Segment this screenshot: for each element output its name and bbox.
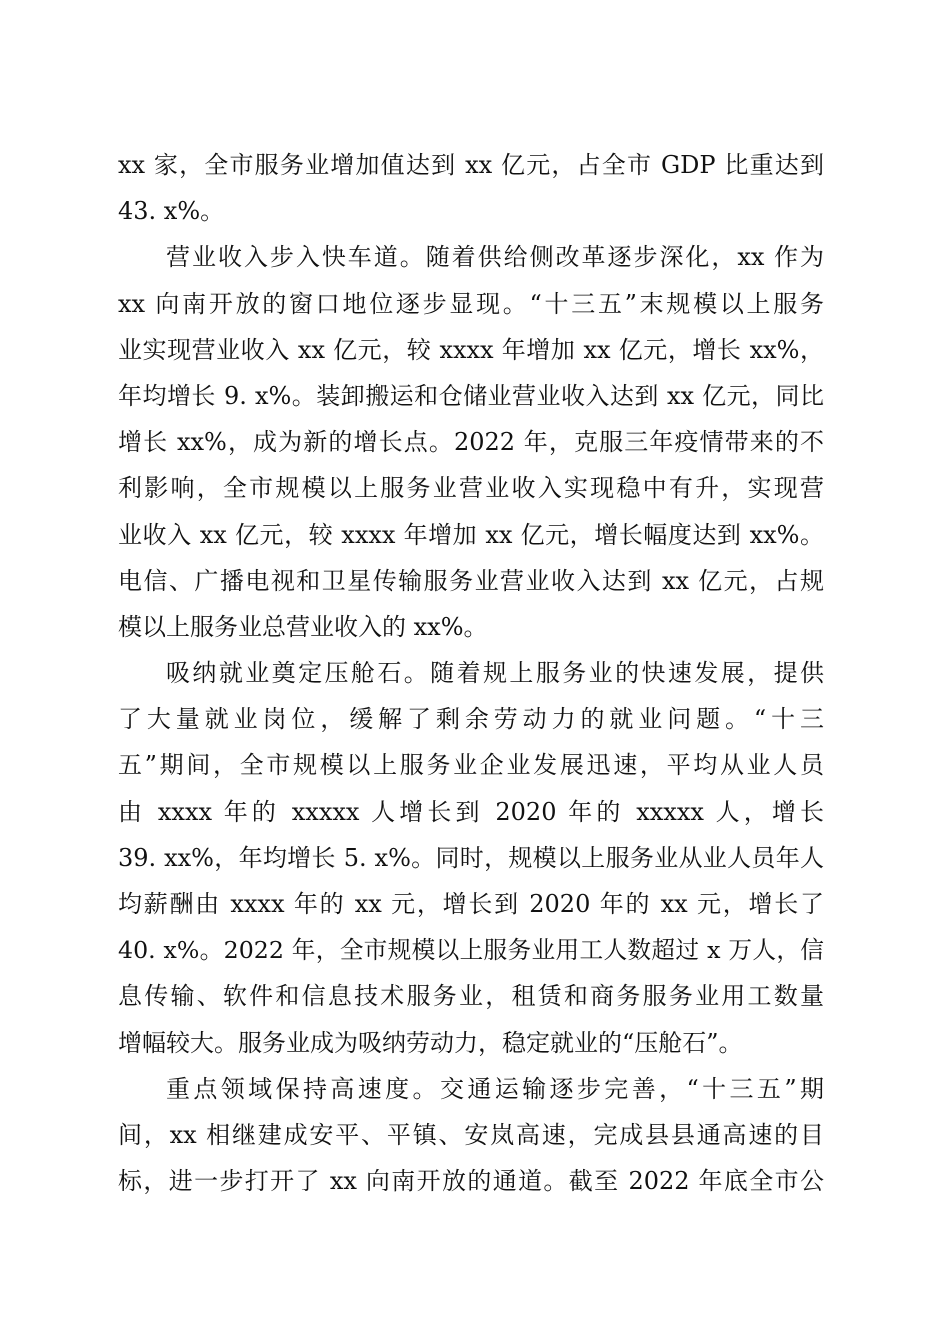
text-line: 模以上服务业总营业收入的 xx%。 — [118, 612, 488, 641]
text-line: 营业收入步入快车道。随着供给侧改革逐步深化，xx 作为 — [166, 243, 824, 272]
paragraph-continuation — [118, 142, 824, 234]
text-line: 39. xx%，年均增长 5. x%。同时，规模以上服务业从业人员年人 — [118, 843, 824, 872]
text-line: 增长 xx%，成为新的增长点。2022 年，克服三年疫情带来的不 — [118, 428, 824, 457]
text-line: 标，进一步打开了 xx 向南开放的通道。截至 2022 年底全市公 — [118, 1167, 824, 1196]
text-line: 增幅较大。服务业成为吸纳劳动力，稳定就业的“压舱石”。 — [118, 1028, 743, 1057]
text-line: 40. x%。2022 年，全市规模以上服务业用工人数超过 x 万人，信 — [118, 936, 824, 965]
text-line: 了大量就业岗位，缓解了剩余劳动力的就业问题。“十三 — [118, 705, 824, 734]
text-line: 息传输、软件和信息技术服务业，租赁和商务服务业用工数量 — [118, 982, 824, 1011]
text-line: 年均增长 9. x%。装卸搬运和仓储业营业收入达到 xx 亿元，同比 — [118, 381, 824, 410]
text-line: 吸纳就业奠定压舱石。随着规上服务业的快速发展，提供 — [166, 659, 824, 688]
paragraph-operating-revenue — [118, 234, 824, 650]
text-line: 均薪酬由 xxxx 年的 xx 元，增长到 2020 年的 xx 元，增长了 — [118, 890, 824, 918]
text-line: 重点领域保持高速度。交通运输逐步完善，“十三五”期 — [166, 1074, 824, 1103]
paragraph-key-sectors — [118, 1066, 824, 1205]
text-line: xx 家，全市服务业增加值达到 xx 亿元，占全市 GDP 比重达到 — [118, 151, 824, 179]
text-line: 五”期间，全市规模以上服务业企业发展迅速，平均从业人员 — [118, 751, 824, 780]
text-line: 利影响，全市规模以上服务业营业收入实现稳中有升，实现营 — [118, 474, 824, 503]
text-line: 间，xx 相继建成安平、平镇、安岚高速，完成县县通高速的目 — [118, 1120, 824, 1149]
text-line: 由 xxxx 年的 xxxxx 人增长到 2020 年的 xxxxx 人，增长 — [118, 797, 824, 826]
text-line: 43. x%。 — [118, 197, 225, 226]
paragraph-employment — [118, 650, 824, 1066]
text-line: 业收入 xx 亿元，较 xxxx 年增加 xx 亿元，增长幅度达到 xx%。 — [118, 520, 824, 549]
text-line: xx 向南开放的窗口地位逐步显现。“十三五”末规模以上服务 — [118, 289, 824, 318]
text-line: 业实现营业收入 xx 亿元，较 xxxx 年增加 xx 亿元，增长 xx%， — [118, 335, 824, 364]
text-line: 电信、广播电视和卫星传输服务业营业收入达到 xx 亿元，占规 — [118, 566, 824, 595]
body-text — [118, 142, 824, 1204]
